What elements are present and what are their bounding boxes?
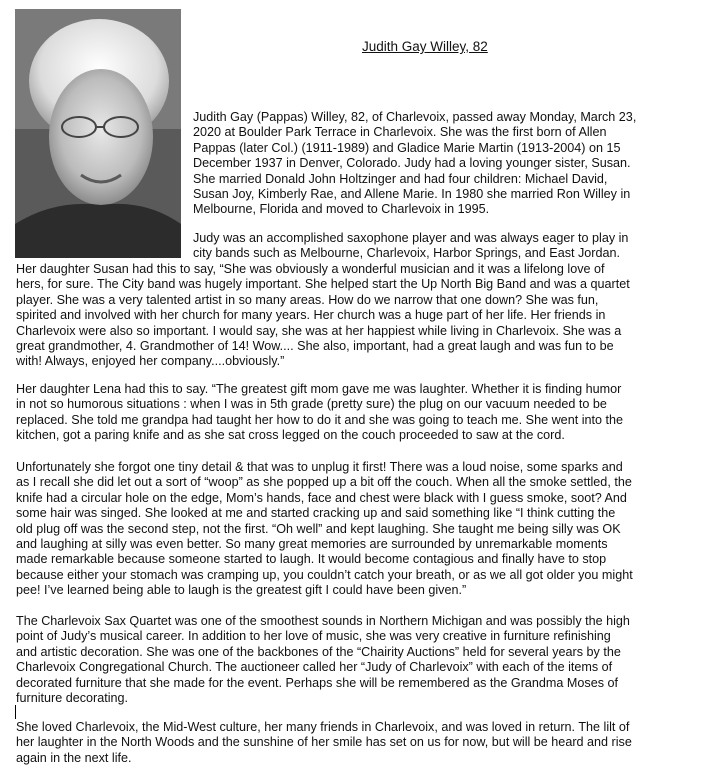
text-line: Charlevoix were also so important. I would say, she was at her happiest while living in Charlevoix. She was a <box>16 323 622 338</box>
text-line: great grandmother, 4. Grandmother of 14! Wow.... She also, important, had a great laugh and was fun to be <box>16 339 614 354</box>
paragraph-vacuum-story <box>16 460 633 599</box>
text-line: city bands such as Melbourne, Charlevoix, Harbor Springs, and East Jordan. <box>193 246 621 261</box>
text-line: Susan Joy, Kimberly Rae, and Allene Marie. In 1980 she married Ron Willey in <box>193 187 631 202</box>
text-line: replaced. She told me grandpa had taught her how to do it and she was going to teach me. She went into the <box>16 412 624 427</box>
text-line: She married Donald John Holtzinger and had four children: Michael David, <box>193 171 608 186</box>
text-line: spirited and involved with her church for many years. Her church was a huge part of her life. Her friends in <box>16 308 606 323</box>
text-line: as I recall she did let out a sort of “woop” as she popped up a bit off the couch. When all the smoke settled, the <box>16 475 632 490</box>
text-line: Unfortunately she forgot one tiny detail & that was to unplug it first! There was a loud noise, some sparks and <box>16 460 623 474</box>
text-line: Melbourne, Florida and moved to Charlevoix in 1995. <box>193 202 490 217</box>
text-line: Charlevoix Congregational Church. The auctioneer called her “Judy of Charlevoix” with each of the items of <box>16 660 613 675</box>
text-line: player. She was a very talented artist in so many areas. How do we narrow that one down? She was fun, <box>16 292 599 307</box>
paragraph-sax-quartet <box>16 614 630 706</box>
text-line: decorated furniture that she made for the event. Perhaps she will be remembered as the Grandma Moses of <box>16 675 619 690</box>
paragraph-intro <box>193 110 636 218</box>
text-line: She loved Charlevoix, the Mid-West culture, her many friends in Charlevoix, and was loved in return. The lilt of <box>16 720 630 734</box>
text-line: with! Always, enjoyed her company....obviously.” <box>16 354 285 369</box>
text-line: The Charlevoix Sax Quartet was one of the smoothest sounds in Northern Michigan and was possibly the high <box>16 614 630 628</box>
portrait-photo <box>15 9 181 258</box>
text-line: her laughter in the North Woods and the sunshine of her smile has set on us for now, but will be heard and rise <box>16 735 632 750</box>
text-line: Pappas (later Col.) (1911-1989) and Gladice Marie Martin (1913-2004) on 15 <box>193 140 621 155</box>
text-line: 2020 at Boulder Park Terrace in Charlevoix. She was the first born of Allen <box>193 125 607 140</box>
text-line: December 1937 in Denver, Colorado. Judy had a loving younger sister, Susan. <box>193 156 631 171</box>
paragraph-closing <box>16 720 632 766</box>
text-line: some hair was singed. She looked at me and started cracking up and said something like “I think cutting the <box>16 506 616 521</box>
paragraph-music-start <box>193 231 628 262</box>
text-line: pee! I’ve learned being able to laugh is the greatest gift I could have been given.” <box>16 583 467 598</box>
page-title: Judith Gay Willey, 82 <box>362 39 488 54</box>
text-cursor[interactable] <box>15 705 16 719</box>
paragraph-music-rest <box>16 262 630 370</box>
text-line: in not so humorous situations : when I was in 5th grade (pretty sure) the plug on our vacuum needed to be <box>16 397 607 412</box>
text-line: because either your stomach was cramping up, you couldn’t catch your breath, or as we all got older you might <box>16 567 633 582</box>
text-line: hers, for sure. The City band was hugely important. She helped start the Up North Big Band and was a quartet <box>16 277 630 292</box>
text-line: Judy was an accomplished saxophone player and was always eager to play in <box>193 231 629 245</box>
text-line: again in the next life. <box>16 750 132 765</box>
text-line: furniture decorating. <box>16 691 129 706</box>
text-line: Her daughter Susan had this to say, “She was obviously a wonderful musician and it was a lifelong love of <box>16 262 605 276</box>
portrait-illustration <box>15 9 181 258</box>
text-line: and laughing at silly was even better. So many great memories are surrounded by unremarkable moments <box>16 537 608 552</box>
paragraph-laughter <box>16 382 623 444</box>
text-line: knife had a circular hole on the edge, Mom’s hands, face and chest were black with I guess smoke, soot? And <box>16 490 627 505</box>
text-line: kitchen, got a paring knife and as she sat cross legged on the couch proceeded to saw at the cord. <box>16 428 565 443</box>
text-line: point of Judy’s musical career. In addition to her love of music, she was very creative in furniture refinishing <box>16 629 611 644</box>
text-line: made remarkable because someone started to laugh. It would become contagious and finally have to stop <box>16 552 607 567</box>
text-line: and artistic decoration. She was one of the backbones of the “Chairity Auctions” held for several years by the <box>16 644 621 659</box>
text-line: Her daughter Lena had this to say. “The greatest gift mom gave me was laughter. Whether it is finding humor <box>16 382 622 396</box>
text-line: old plug off was the second step, not the first. “Oh well” and kept laughing. She taught me being silly was OK <box>16 521 621 536</box>
text-line: Judith Gay (Pappas) Willey, 82, of Charlevoix, passed away Monday, March 23, <box>193 110 637 124</box>
